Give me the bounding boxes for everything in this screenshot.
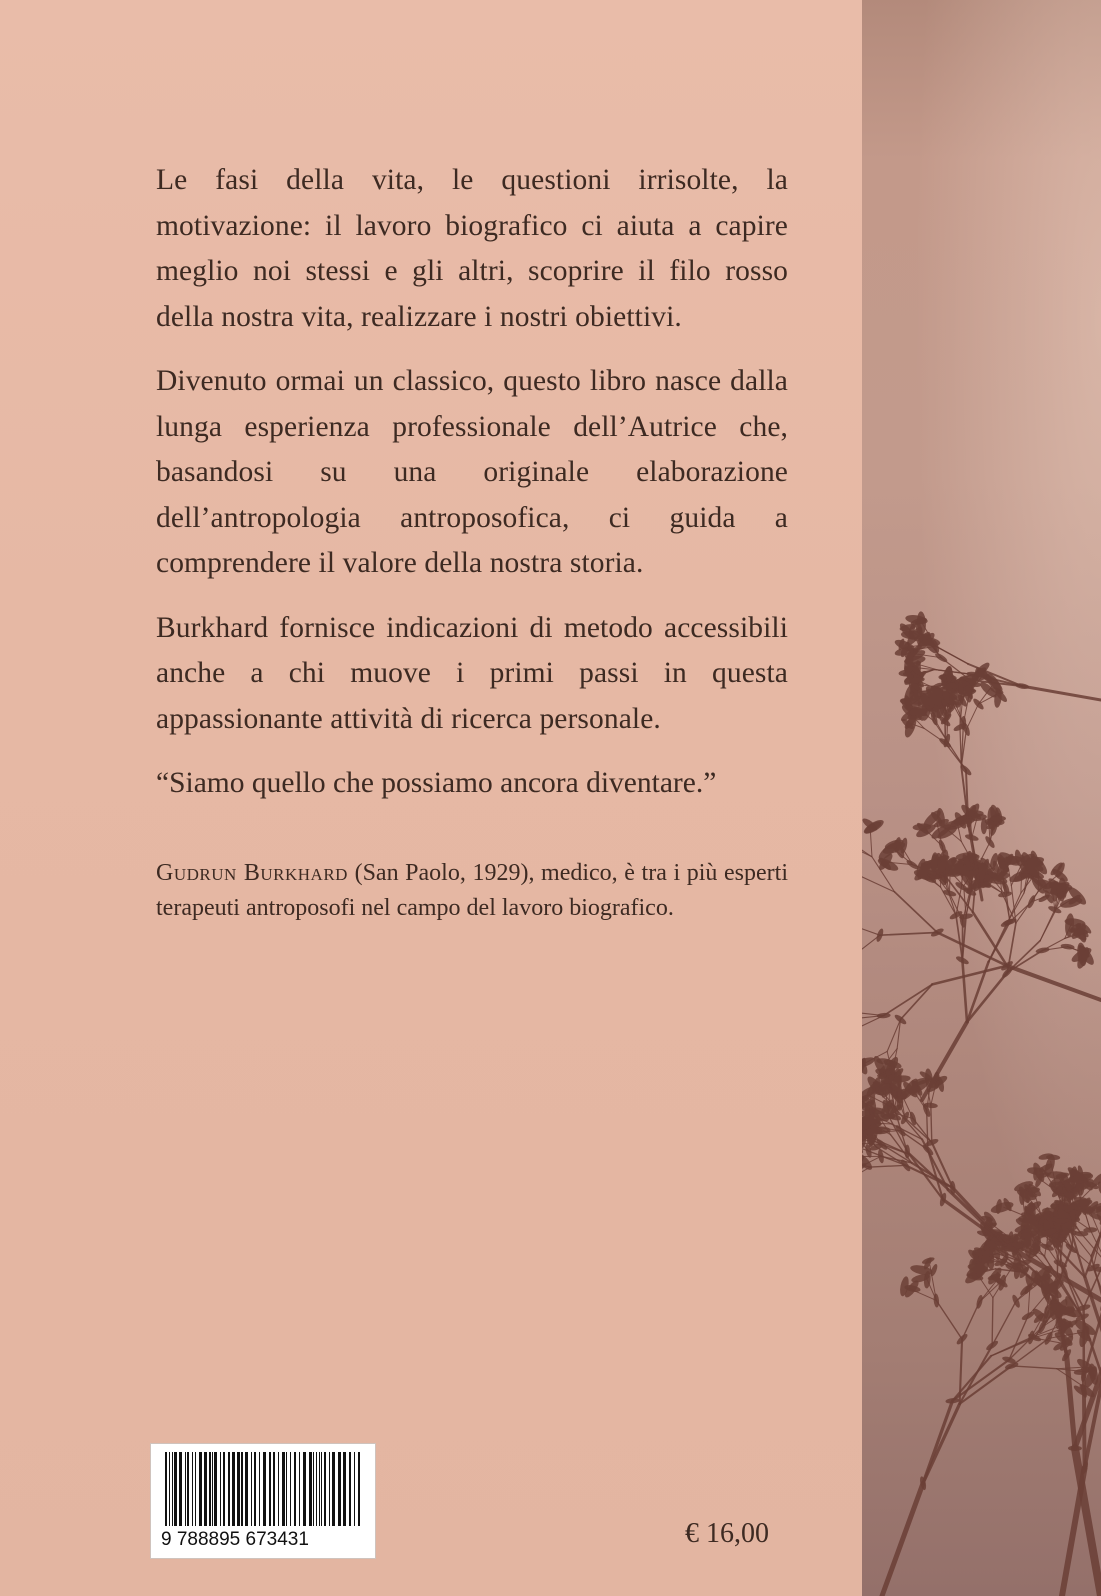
- barcode-icon: [151, 1444, 375, 1530]
- blurb-paragraph-2: Divenuto ormai un classico, questo libro nasce dalla lunga esperienza professionale dell’Autrice che, basandosi su una originale elaborazione dell’antropologia antroposofica, ci guida a comprendere il valore della nostra storia.: [156, 365, 788, 579]
- blurb-paragraph-3: Burkhard fornisce indicazioni di metodo accessibili anche a chi muove i primi passi in questa appassionante attività di ricerca personale.: [156, 611, 788, 735]
- barcode-digits: 9 788895 673431: [161, 1529, 309, 1550]
- author-bio-text: (San Paolo, 1929), medico, è tra i più esperti terapeuti antroposofi nel campo del lavoro biografico.: [156, 860, 788, 921]
- blurb-paragraph-1: Le fasi della vita, le questioni irrisolte, la motivazione: il lavoro biografico ci aiuta a capire meglio noi stessi e gli altri, scoprire il filo rosso della nostra vita, realizzare i nostri obiettivi.: [156, 164, 788, 333]
- blurb: [156, 158, 788, 807]
- price: € 16,00: [685, 1518, 769, 1549]
- barcode: [150, 1443, 376, 1559]
- author-name: Gudrun Burkhard: [156, 860, 348, 886]
- author-bio: [156, 856, 788, 926]
- branches-silhouette-icon: [862, 0, 1101, 1596]
- blurb-quote: “Siamo quello che possiamo ancora diventare.”: [156, 767, 717, 799]
- branches-photo: [862, 0, 1101, 1596]
